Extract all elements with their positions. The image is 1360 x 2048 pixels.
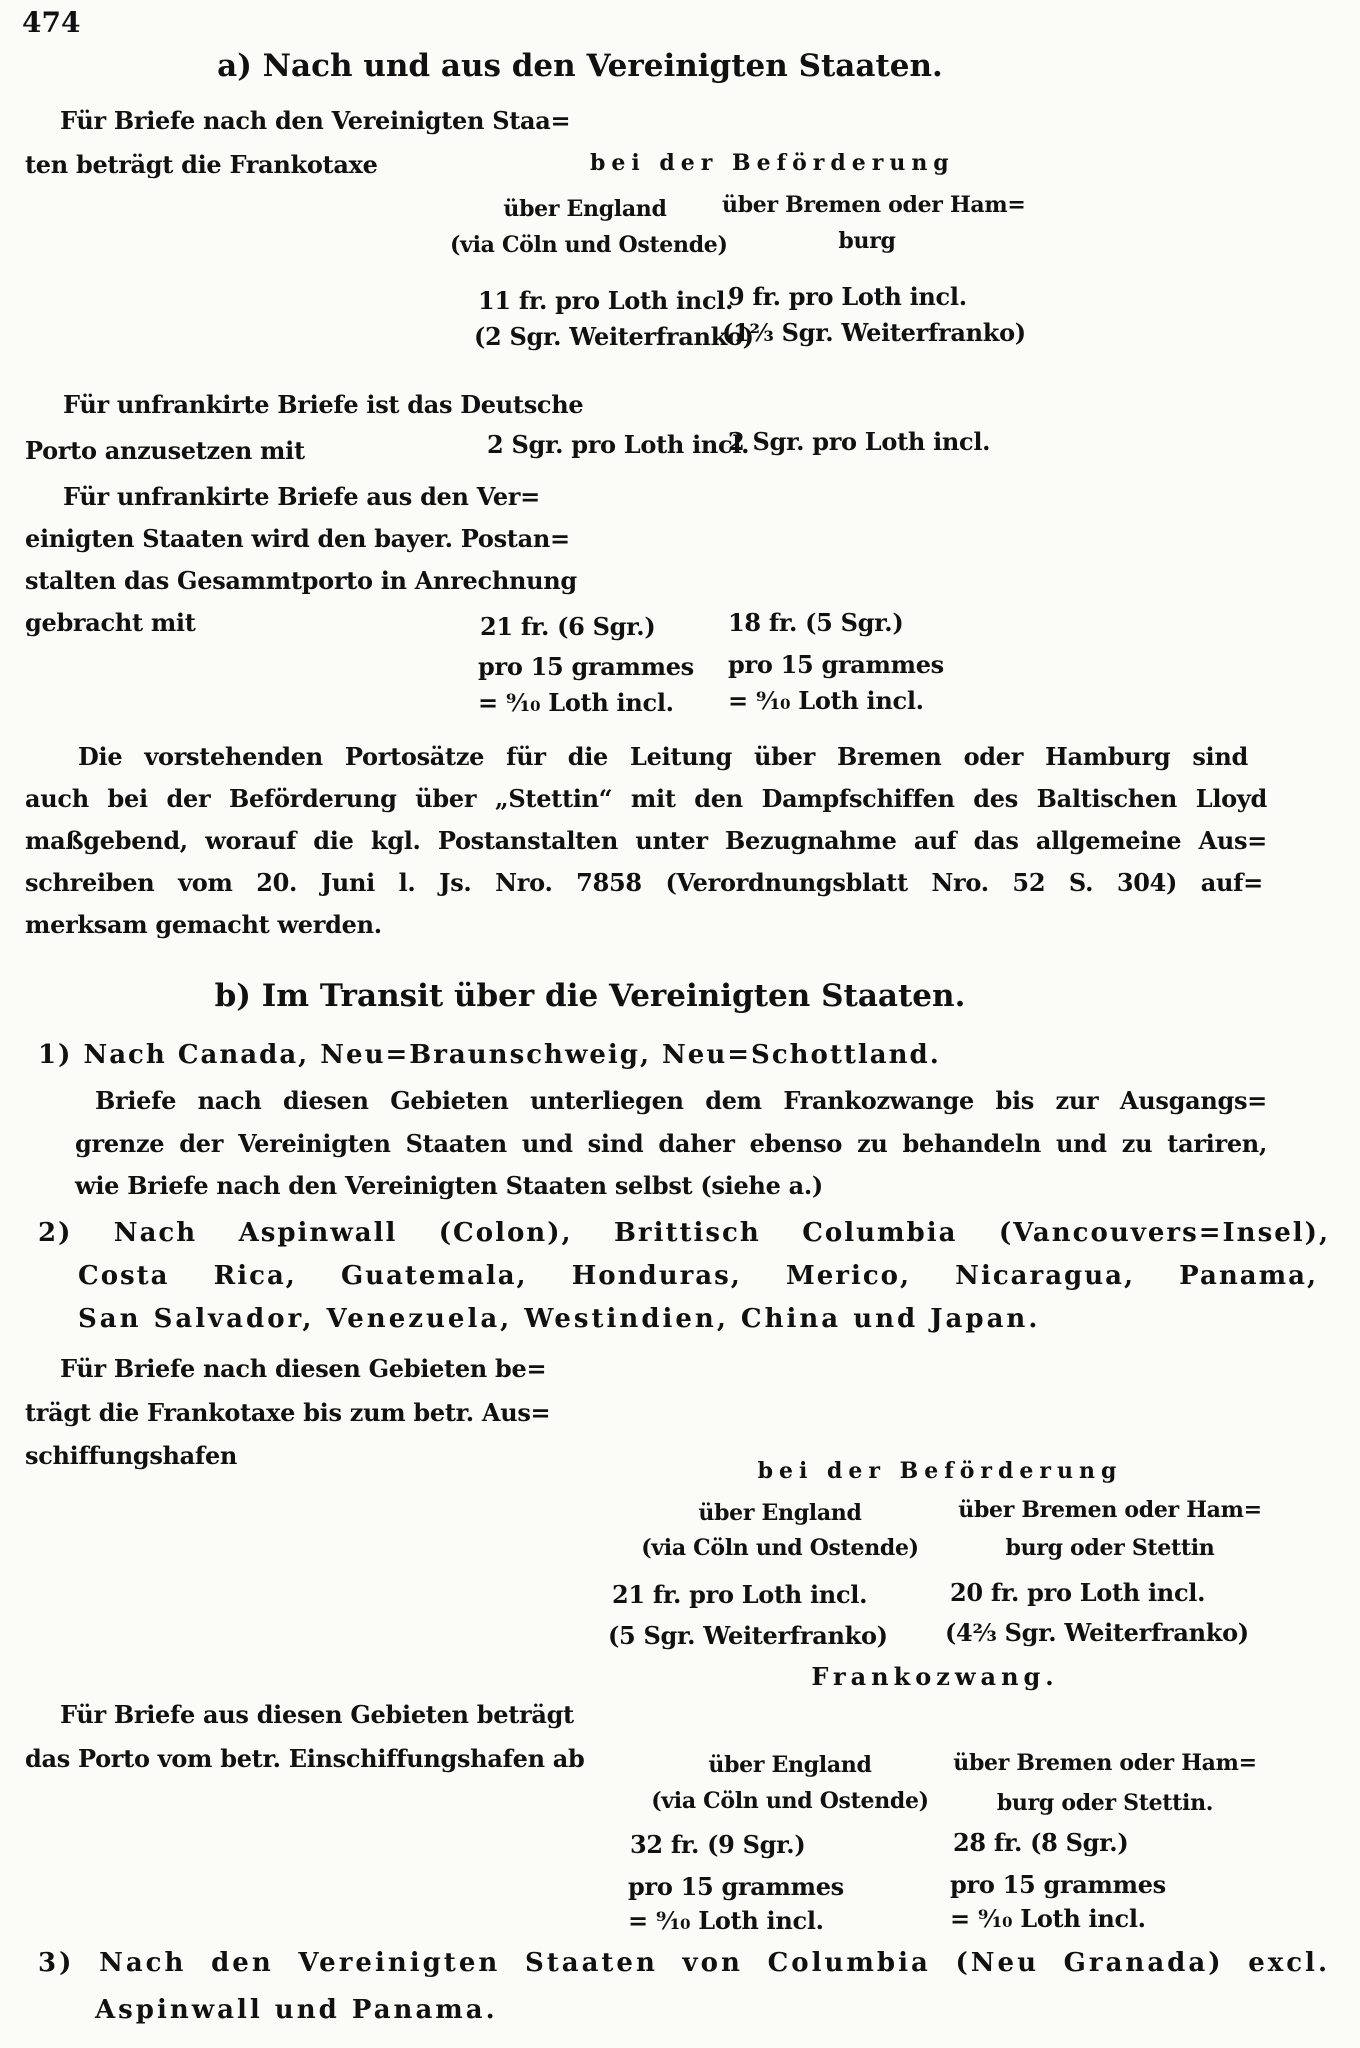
table3-col-england-line-2: (via Cöln und Ostende): [651, 1788, 929, 1814]
a-intro-line-1: Für Briefe nach den Vereinigten Staa=: [60, 106, 571, 135]
a-note-line-4: schreiben vom 20. Juni l. Js. Nro. 7858 (Verordnungsblatt Nro. 52 S. 304) auf=: [25, 868, 1263, 897]
table1-col-england-line-1: über England: [503, 196, 667, 222]
a-gesammt-england-line-2: pro 15 grammes: [478, 652, 694, 681]
table2-rate-bremen-line-1: 20 fr. pro Loth incl.: [950, 1578, 1206, 1607]
section-a-heading: a) Nach und aus den Vereinigten Staaten.: [217, 48, 943, 84]
a-aus-line-4: gebracht mit: [25, 608, 196, 637]
a-gesammt-bremen-line-1: 18 fr. (5 Sgr.): [728, 608, 904, 637]
b-item2-franko-line-2: trägt die Frankotaxe bis zum betr. Aus=: [25, 1398, 551, 1427]
table1-rate-bremen-line-2: (1²⁄₃ Sgr. Weiterfranko): [722, 318, 1026, 347]
section-b-heading: b) Im Transit über die Vereinigten Staaten.: [214, 978, 966, 1014]
b-item2-franko-line-1: Für Briefe nach diesen Gebieten be=: [60, 1354, 547, 1383]
b-item3-title-line-2: Aspinwall und Panama.: [95, 1995, 498, 2025]
a-gesammt-england-line-3: = ⁹⁄₁₀ Loth incl.: [478, 688, 674, 717]
table3-rate-england-line-1: 32 fr. (9 Sgr.): [630, 1830, 806, 1859]
table1-col-bremen-line-1: über Bremen oder Ham=: [722, 192, 1026, 218]
a-intro-line-2: ten beträgt die Frankotaxe: [25, 150, 378, 179]
a-unfrankirt-line-2: Porto anzusetzen mit: [25, 436, 305, 465]
table2-col-england-line-2: (via Cöln und Ostende): [641, 1535, 919, 1561]
table3-rate-bremen-line-1: 28 fr. (8 Sgr.): [953, 1828, 1129, 1857]
table2-rate-bremen-line-2: (4²⁄₃ Sgr. Weiterfranko): [945, 1618, 1249, 1647]
a-note-line-1: Die vorstehenden Portosätze für die Leitung über Bremen oder Hamburg sind: [78, 742, 1248, 771]
b-item2-franko-line-3: schiffungshafen: [25, 1441, 238, 1470]
table1-rate-bremen-line-1: 9 fr. pro Loth incl.: [728, 282, 967, 311]
table3-rate-bremen-line-2: pro 15 grammes: [950, 1870, 1166, 1899]
table2-frankozwang-note: Frankozwang.: [811, 1662, 1059, 1691]
table1-rate-england-line-1: 11 fr. pro Loth incl.: [478, 286, 734, 315]
b-item2-title-line-1: 2) Nach Aspinwall (Colon), Brittisch Columbia (Vancouvers=Insel),: [38, 1218, 1330, 1248]
table3-col-bremen-line-2: burg oder Stettin.: [996, 1790, 1214, 1816]
table1-col-england-line-2: (via Cöln und Ostende): [450, 232, 728, 258]
table1-rate-england-line-2: (2 Sgr. Weiterfranko): [474, 322, 754, 351]
table2-caption: bei der Beförderung: [757, 1458, 1123, 1484]
b-item1-para-line-1: Briefe nach diesen Gebieten unterliegen dem Frankozwange bis zur Ausgangs=: [95, 1086, 1267, 1115]
table3-rate-england-line-3: = ⁹⁄₁₀ Loth incl.: [628, 1906, 824, 1935]
a-porto-bremen: 2 Sgr. pro Loth incl.: [728, 427, 991, 456]
b-item1-para-line-2: grenze der Vereinigten Staaten und sind daher ebenso zu behandeln und zu tariren,: [75, 1129, 1267, 1158]
a-aus-line-2: einigten Staaten wird den bayer. Postan=: [25, 524, 570, 553]
table2-col-bremen-line-2: burg oder Stettin: [1005, 1535, 1215, 1561]
table1-col-bremen-line-2: burg: [838, 228, 896, 254]
table2-rate-england-line-2: (5 Sgr. Weiterfranko): [608, 1621, 888, 1650]
a-gesammt-england-line-1: 21 fr. (6 Sgr.): [480, 612, 656, 641]
a-gesammt-bremen-line-3: = ⁹⁄₁₀ Loth incl.: [728, 686, 924, 715]
table3-rate-bremen-line-3: = ⁹⁄₁₀ Loth incl.: [950, 1904, 1146, 1933]
table3-rate-england-line-2: pro 15 grammes: [628, 1872, 844, 1901]
b-item1-para-line-3: wie Briefe nach den Vereinigten Staaten selbst (siehe a.): [75, 1171, 823, 1200]
table1-caption: bei der Beförderung: [590, 150, 955, 176]
b-item1-title: 1) Nach Canada, Neu=Braunschweig, Neu=Schottland.: [38, 1040, 941, 1070]
table3-col-bremen-line-1: über Bremen oder Ham=: [953, 1750, 1257, 1776]
b-item2-porto-line-2: das Porto vom betr. Einschiffungshafen ab: [25, 1744, 585, 1773]
table3-col-england-line-1: über England: [708, 1752, 872, 1778]
a-note-line-2: auch bei der Beförderung über „Stettin“ mit den Dampfschiffen des Baltischen Lloyd: [25, 784, 1267, 813]
table2-col-england-line-1: über England: [698, 1500, 862, 1526]
a-note-line-5: merksam gemacht werden.: [25, 910, 382, 939]
b-item3-title-line-1: 3) Nach den Vereinigten Staaten von Columbia (Neu Granada) excl.: [38, 1948, 1330, 1978]
b-item2-title-line-2: Costa Rica, Guatemala, Honduras, Merico, Nicaragua, Panama,: [78, 1261, 1318, 1291]
b-item2-title-line-3: San Salvador, Venezuela, Westindien, China und Japan.: [78, 1304, 1041, 1334]
a-aus-line-1: Für unfrankirte Briefe aus den Ver=: [63, 482, 540, 511]
a-gesammt-bremen-line-2: pro 15 grammes: [728, 650, 944, 679]
a-unfrankirt-line-1: Für unfrankirte Briefe ist das Deutsche: [63, 390, 584, 419]
table2-col-bremen-line-1: über Bremen oder Ham=: [958, 1497, 1262, 1523]
a-note-line-3: maßgebend, worauf die kgl. Postanstalten unter Bezugnahme auf das allgemeine Aus=: [25, 826, 1267, 855]
b-item2-porto-line-1: Für Briefe aus diesen Gebieten beträgt: [60, 1700, 574, 1729]
page-number: 474: [22, 6, 81, 39]
a-porto-england: 2 Sgr. pro Loth incl.: [487, 430, 750, 459]
a-aus-line-3: stalten das Gesammtporto in Anrechnung: [25, 566, 577, 595]
table2-rate-england-line-1: 21 fr. pro Loth incl.: [612, 1580, 868, 1609]
